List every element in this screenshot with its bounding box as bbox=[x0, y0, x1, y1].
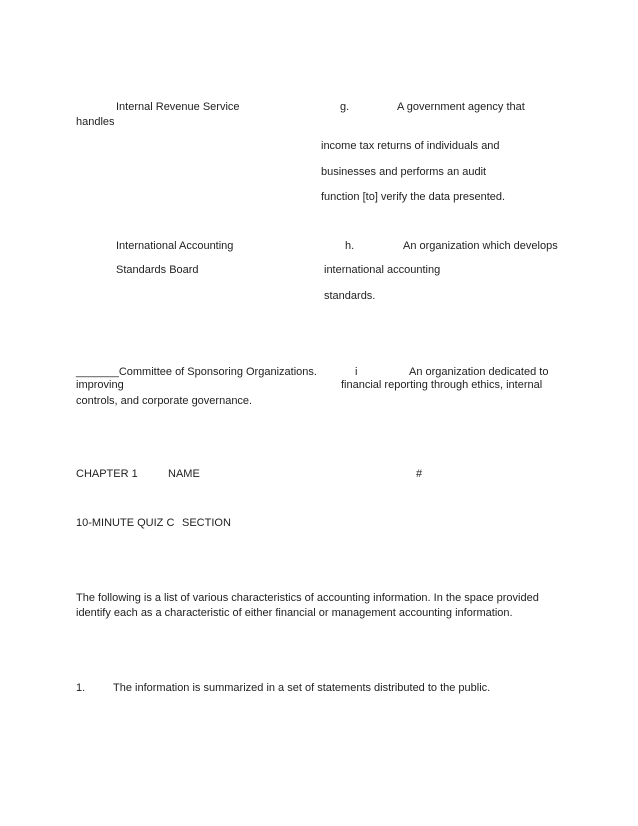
name-label: NAME bbox=[168, 468, 200, 480]
letter-h: h. bbox=[345, 240, 355, 252]
term-iasb-line2: Standards Board bbox=[116, 264, 199, 276]
desc-irs-line2: income tax returns of individuals and bbox=[321, 140, 500, 152]
desc-coso-wrap: improving bbox=[76, 379, 124, 391]
instructions-line1: The following is a list of various characteristics of accounting information. In the space provided bbox=[76, 592, 539, 604]
chapter-label: CHAPTER 1 bbox=[76, 468, 138, 480]
answer-blank[interactable]: _______ bbox=[76, 366, 119, 378]
letter-i: i bbox=[355, 366, 358, 378]
desc-iasb-line2: international accounting bbox=[324, 264, 441, 276]
quiz-title: 10-MINUTE QUIZ C bbox=[76, 517, 175, 529]
desc-coso-line3: controls, and corporate governance. bbox=[76, 395, 253, 407]
desc-irs-wrap: handles bbox=[76, 116, 115, 128]
question-text: The information is summarized in a set of statements distributed to the public. bbox=[113, 682, 491, 694]
desc-iasb-line1: An organization which develops bbox=[403, 240, 558, 252]
number-label: # bbox=[416, 468, 423, 480]
letter-g: g. bbox=[340, 101, 350, 113]
section-label: SECTION bbox=[182, 517, 231, 529]
desc-irs-line1: A government agency that bbox=[397, 101, 525, 113]
coso-line bbox=[76, 366, 317, 379]
question-number: 1. bbox=[76, 682, 86, 694]
desc-irs-line3: businesses and performs an audit bbox=[321, 166, 487, 178]
term-irs: Internal Revenue Service bbox=[116, 101, 240, 113]
desc-irs-line4: function [to] verify the data presented. bbox=[321, 191, 506, 203]
desc-iasb-line3: standards. bbox=[324, 290, 376, 302]
instructions-line2: identify each as a characteristic of either financial or management accounting information. bbox=[76, 607, 513, 619]
term-coso: Committee of Sponsoring Organizations. bbox=[118, 366, 317, 378]
desc-coso-line2: financial reporting through ethics, internal bbox=[341, 379, 543, 391]
desc-coso-line1: An organization dedicated to bbox=[409, 366, 549, 378]
term-iasb-line1: International Accounting bbox=[116, 240, 234, 252]
